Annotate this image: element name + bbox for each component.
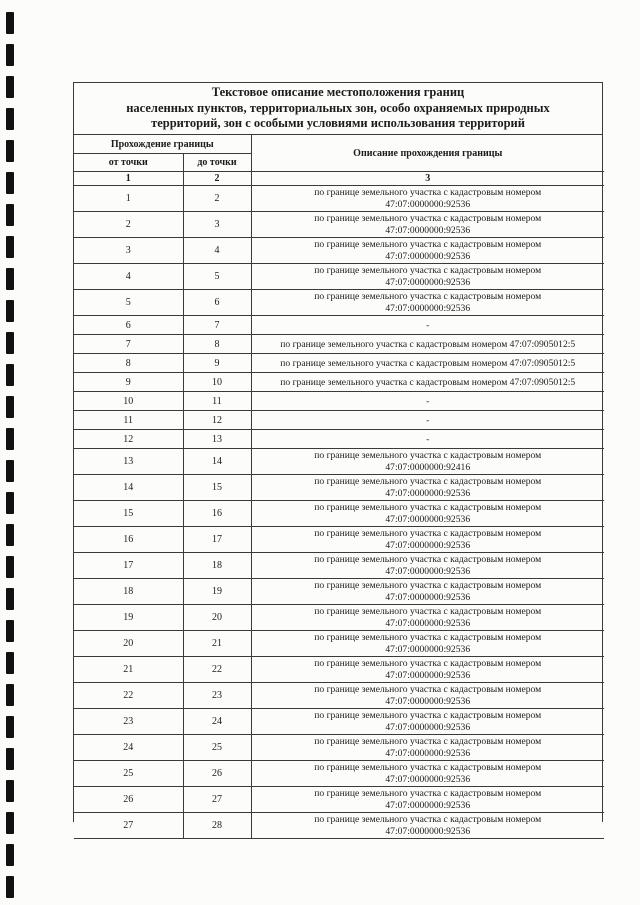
from-point-cell: 20 bbox=[74, 631, 183, 657]
table-row bbox=[74, 354, 604, 373]
cadastral-number: 47:07:0000000:92416 bbox=[385, 461, 471, 473]
binding-hole bbox=[6, 684, 14, 706]
description-line-1: по границе земельного участка с кадастровым номером bbox=[314, 554, 542, 565]
description-cell bbox=[251, 813, 604, 839]
to-point-cell: 7 bbox=[183, 316, 251, 335]
cadastral-number: 47:07:0000000:92536 bbox=[385, 799, 471, 811]
binding-hole bbox=[6, 844, 14, 866]
title-line-3: территорий, зон с особыми условиями использования территорий bbox=[151, 116, 525, 130]
description-line-1: по границе земельного участка с кадастровым номером bbox=[314, 528, 542, 539]
description-cell bbox=[251, 449, 604, 475]
from-point-cell: 13 bbox=[74, 449, 183, 475]
description-cell bbox=[251, 683, 604, 709]
to-point-cell: 9 bbox=[183, 354, 251, 373]
cadastral-number: 47:07:0000000:92536 bbox=[385, 250, 471, 262]
to-point-cell: 6 bbox=[183, 290, 251, 316]
cadastral-number: 47:07:0000000:92536 bbox=[385, 302, 471, 314]
table-row bbox=[74, 290, 604, 316]
title-line-1: Текстовое описание местоположения границ bbox=[211, 85, 465, 99]
to-point-cell: 8 bbox=[183, 335, 251, 354]
cadastral-number: 47:07:0000000:92536 bbox=[385, 643, 471, 655]
from-point-cell: 3 bbox=[74, 238, 183, 264]
to-point-cell: 21 bbox=[183, 631, 251, 657]
description-line-1: по границе земельного участка с кадастровым номером bbox=[314, 658, 542, 669]
table-row bbox=[74, 475, 604, 501]
from-point-cell: 4 bbox=[74, 264, 183, 290]
from-point-cell: 21 bbox=[74, 657, 183, 683]
from-point-cell: 24 bbox=[74, 735, 183, 761]
description-line-1: по границе земельного участка с кадастровым номером bbox=[314, 736, 542, 747]
description-line-1: по границе земельного участка с кадастровым номером bbox=[314, 580, 542, 591]
description-cell bbox=[251, 787, 604, 813]
description-line-1: по границе земельного участка с кадастровым номером bbox=[314, 239, 542, 250]
table-row bbox=[74, 579, 604, 605]
header-col-number-1: 1 bbox=[74, 172, 183, 186]
binding-hole bbox=[6, 492, 14, 514]
table-row bbox=[74, 605, 604, 631]
to-point-cell: 10 bbox=[183, 373, 251, 392]
cadastral-number: 47:07:0000000:92536 bbox=[385, 224, 471, 236]
description-line-1: по границе земельного участка с кадастровым номером bbox=[314, 684, 542, 695]
to-point-cell: 14 bbox=[183, 449, 251, 475]
binding-hole bbox=[6, 364, 14, 386]
description-cell bbox=[251, 186, 604, 212]
description-cell bbox=[251, 735, 604, 761]
binding-hole bbox=[6, 460, 14, 482]
to-point-cell: 13 bbox=[183, 430, 251, 449]
cadastral-number: 47:07:0000000:92536 bbox=[385, 513, 471, 525]
from-point-cell: 15 bbox=[74, 501, 183, 527]
description-cell bbox=[251, 553, 604, 579]
binding-hole bbox=[6, 780, 14, 802]
cadastral-number: 47:07:0000000:92536 bbox=[385, 773, 471, 785]
table-row bbox=[74, 657, 604, 683]
description-cell bbox=[251, 501, 604, 527]
from-point-cell: 11 bbox=[74, 411, 183, 430]
cadastral-number: 47:07:0000000:92536 bbox=[385, 276, 471, 288]
description-cell: - bbox=[251, 411, 604, 430]
table-row bbox=[74, 335, 604, 354]
title-line-2: населенных пунктов, территориальных зон, особо охраняемых природных bbox=[126, 100, 550, 115]
from-point-cell: 16 bbox=[74, 527, 183, 553]
from-point-cell: 7 bbox=[74, 335, 183, 354]
description-line-1: по границе земельного участка с кадастровым номером bbox=[314, 476, 542, 487]
description-cell bbox=[251, 290, 604, 316]
to-point-cell: 2 bbox=[183, 186, 251, 212]
binding-hole bbox=[6, 748, 14, 770]
table-row bbox=[74, 683, 604, 709]
from-point-cell: 27 bbox=[74, 813, 183, 839]
description-cell: по границе земельного участка с кадастровым номером 47:07:0905012:5 bbox=[251, 373, 604, 392]
table-row bbox=[74, 264, 604, 290]
binding-hole bbox=[6, 204, 14, 226]
table-row bbox=[74, 373, 604, 392]
description-cell: по границе земельного участка с кадастровым номером 47:07:0905012:5 bbox=[251, 335, 604, 354]
description-line-1: по границе земельного участка с кадастровым номером bbox=[314, 291, 542, 302]
table-row bbox=[74, 709, 604, 735]
binding-hole bbox=[6, 108, 14, 130]
table-row bbox=[74, 449, 604, 475]
binding-hole bbox=[6, 76, 14, 98]
from-point-cell: 12 bbox=[74, 430, 183, 449]
description-cell: по границе земельного участка с кадастровым номером 47:07:0905012:5 bbox=[251, 354, 604, 373]
from-point-cell: 6 bbox=[74, 316, 183, 335]
header-to-point: до точки bbox=[183, 154, 251, 172]
to-point-cell: 26 bbox=[183, 761, 251, 787]
table-row bbox=[74, 411, 604, 430]
header-col-number-2: 2 bbox=[183, 172, 251, 186]
binding-hole bbox=[6, 236, 14, 258]
description-line-1: по границе земельного участка с кадастровым номером bbox=[314, 762, 542, 773]
binding-hole bbox=[6, 588, 14, 610]
table-row bbox=[74, 186, 604, 212]
description-line-1: по границе земельного участка с кадастровым номером bbox=[314, 632, 542, 643]
from-point-cell: 26 bbox=[74, 787, 183, 813]
to-point-cell: 11 bbox=[183, 392, 251, 411]
table-body bbox=[74, 186, 604, 839]
description-cell bbox=[251, 709, 604, 735]
cadastral-number: 47:07:0000000:92536 bbox=[385, 669, 471, 681]
binding-hole bbox=[6, 140, 14, 162]
table-row bbox=[74, 813, 604, 839]
binding-hole bbox=[6, 716, 14, 738]
description-cell bbox=[251, 657, 604, 683]
description-line-1: по границе земельного участка с кадастровым номером bbox=[314, 502, 542, 513]
binding-holes bbox=[6, 0, 18, 905]
from-point-cell: 2 bbox=[74, 212, 183, 238]
from-point-cell: 8 bbox=[74, 354, 183, 373]
binding-hole bbox=[6, 172, 14, 194]
to-point-cell: 15 bbox=[183, 475, 251, 501]
binding-hole bbox=[6, 812, 14, 834]
to-point-cell: 17 bbox=[183, 527, 251, 553]
cadastral-number: 47:07:0000000:92536 bbox=[385, 487, 471, 499]
to-point-cell: 18 bbox=[183, 553, 251, 579]
table-row bbox=[74, 212, 604, 238]
from-point-cell: 17 bbox=[74, 553, 183, 579]
to-point-cell: 12 bbox=[183, 411, 251, 430]
description-cell bbox=[251, 475, 604, 501]
description-cell: - bbox=[251, 392, 604, 411]
description-line-1: по границе земельного участка с кадастровым номером bbox=[314, 606, 542, 617]
cadastral-number: 47:07:0000000:92536 bbox=[385, 825, 471, 837]
binding-hole bbox=[6, 44, 14, 66]
binding-hole bbox=[6, 300, 14, 322]
description-cell bbox=[251, 527, 604, 553]
description-line-1: по границе земельного участка с кадастровым номером bbox=[314, 814, 542, 825]
cadastral-number: 47:07:0000000:92536 bbox=[385, 591, 471, 603]
table-row bbox=[74, 238, 604, 264]
cadastral-number: 47:07:0000000:92536 bbox=[385, 198, 471, 210]
from-point-cell: 14 bbox=[74, 475, 183, 501]
boundary-description-document bbox=[73, 82, 603, 837]
binding-hole bbox=[6, 876, 14, 898]
description-cell bbox=[251, 579, 604, 605]
from-point-cell: 22 bbox=[74, 683, 183, 709]
to-point-cell: 5 bbox=[183, 264, 251, 290]
cadastral-number: 47:07:0000000:92536 bbox=[385, 539, 471, 551]
to-point-cell: 20 bbox=[183, 605, 251, 631]
binding-hole bbox=[6, 396, 14, 418]
table-row bbox=[74, 430, 604, 449]
table-row bbox=[74, 392, 604, 411]
description-line-1: по границе земельного участка с кадастровым номером bbox=[314, 450, 542, 461]
to-point-cell: 28 bbox=[183, 813, 251, 839]
description-cell: - bbox=[251, 430, 604, 449]
from-point-cell: 18 bbox=[74, 579, 183, 605]
table-row bbox=[74, 631, 604, 657]
cadastral-number: 47:07:0000000:92536 bbox=[385, 617, 471, 629]
binding-hole bbox=[6, 524, 14, 546]
to-point-cell: 25 bbox=[183, 735, 251, 761]
binding-hole bbox=[6, 652, 14, 674]
to-point-cell: 16 bbox=[183, 501, 251, 527]
from-point-cell: 25 bbox=[74, 761, 183, 787]
table-row bbox=[74, 761, 604, 787]
binding-hole bbox=[6, 332, 14, 354]
table-row bbox=[74, 316, 604, 335]
binding-hole bbox=[6, 12, 14, 34]
cadastral-number: 47:07:0000000:92536 bbox=[385, 721, 471, 733]
binding-hole bbox=[6, 620, 14, 642]
to-point-cell: 4 bbox=[183, 238, 251, 264]
description-cell bbox=[251, 212, 604, 238]
description-cell bbox=[251, 631, 604, 657]
to-point-cell: 22 bbox=[183, 657, 251, 683]
description-line-1: по границе земельного участка с кадастровым номером bbox=[314, 788, 542, 799]
description-cell bbox=[251, 264, 604, 290]
table-row bbox=[74, 787, 604, 813]
header-from-point: от точки bbox=[74, 154, 183, 172]
header-col-number-3: 3 bbox=[251, 172, 604, 186]
table-row bbox=[74, 735, 604, 761]
header-description: Описание прохождения границы bbox=[251, 135, 604, 172]
from-point-cell: 10 bbox=[74, 392, 183, 411]
description-cell: - bbox=[251, 316, 604, 335]
to-point-cell: 3 bbox=[183, 212, 251, 238]
cadastral-number: 47:07:0000000:92536 bbox=[385, 747, 471, 759]
description-cell bbox=[251, 761, 604, 787]
binding-hole bbox=[6, 556, 14, 578]
description-cell bbox=[251, 238, 604, 264]
description-line-1: по границе земельного участка с кадастровым номером bbox=[314, 213, 542, 224]
boundary-table bbox=[74, 135, 604, 839]
table-row bbox=[74, 527, 604, 553]
description-cell bbox=[251, 605, 604, 631]
from-point-cell: 23 bbox=[74, 709, 183, 735]
from-point-cell: 19 bbox=[74, 605, 183, 631]
binding-hole bbox=[6, 428, 14, 450]
from-point-cell: 1 bbox=[74, 186, 183, 212]
document-title bbox=[74, 83, 602, 135]
header-passage: Прохождение границы bbox=[74, 135, 251, 154]
description-line-1: по границе земельного участка с кадастровым номером bbox=[314, 265, 542, 276]
description-line-1: по границе земельного участка с кадастровым номером bbox=[314, 187, 542, 198]
to-point-cell: 24 bbox=[183, 709, 251, 735]
binding-hole bbox=[6, 268, 14, 290]
cadastral-number: 47:07:0000000:92536 bbox=[385, 695, 471, 707]
table-row bbox=[74, 501, 604, 527]
from-point-cell: 9 bbox=[74, 373, 183, 392]
from-point-cell: 5 bbox=[74, 290, 183, 316]
cadastral-number: 47:07:0000000:92536 bbox=[385, 565, 471, 577]
description-line-1: по границе земельного участка с кадастровым номером bbox=[314, 710, 542, 721]
table-row bbox=[74, 553, 604, 579]
to-point-cell: 27 bbox=[183, 787, 251, 813]
to-point-cell: 19 bbox=[183, 579, 251, 605]
to-point-cell: 23 bbox=[183, 683, 251, 709]
